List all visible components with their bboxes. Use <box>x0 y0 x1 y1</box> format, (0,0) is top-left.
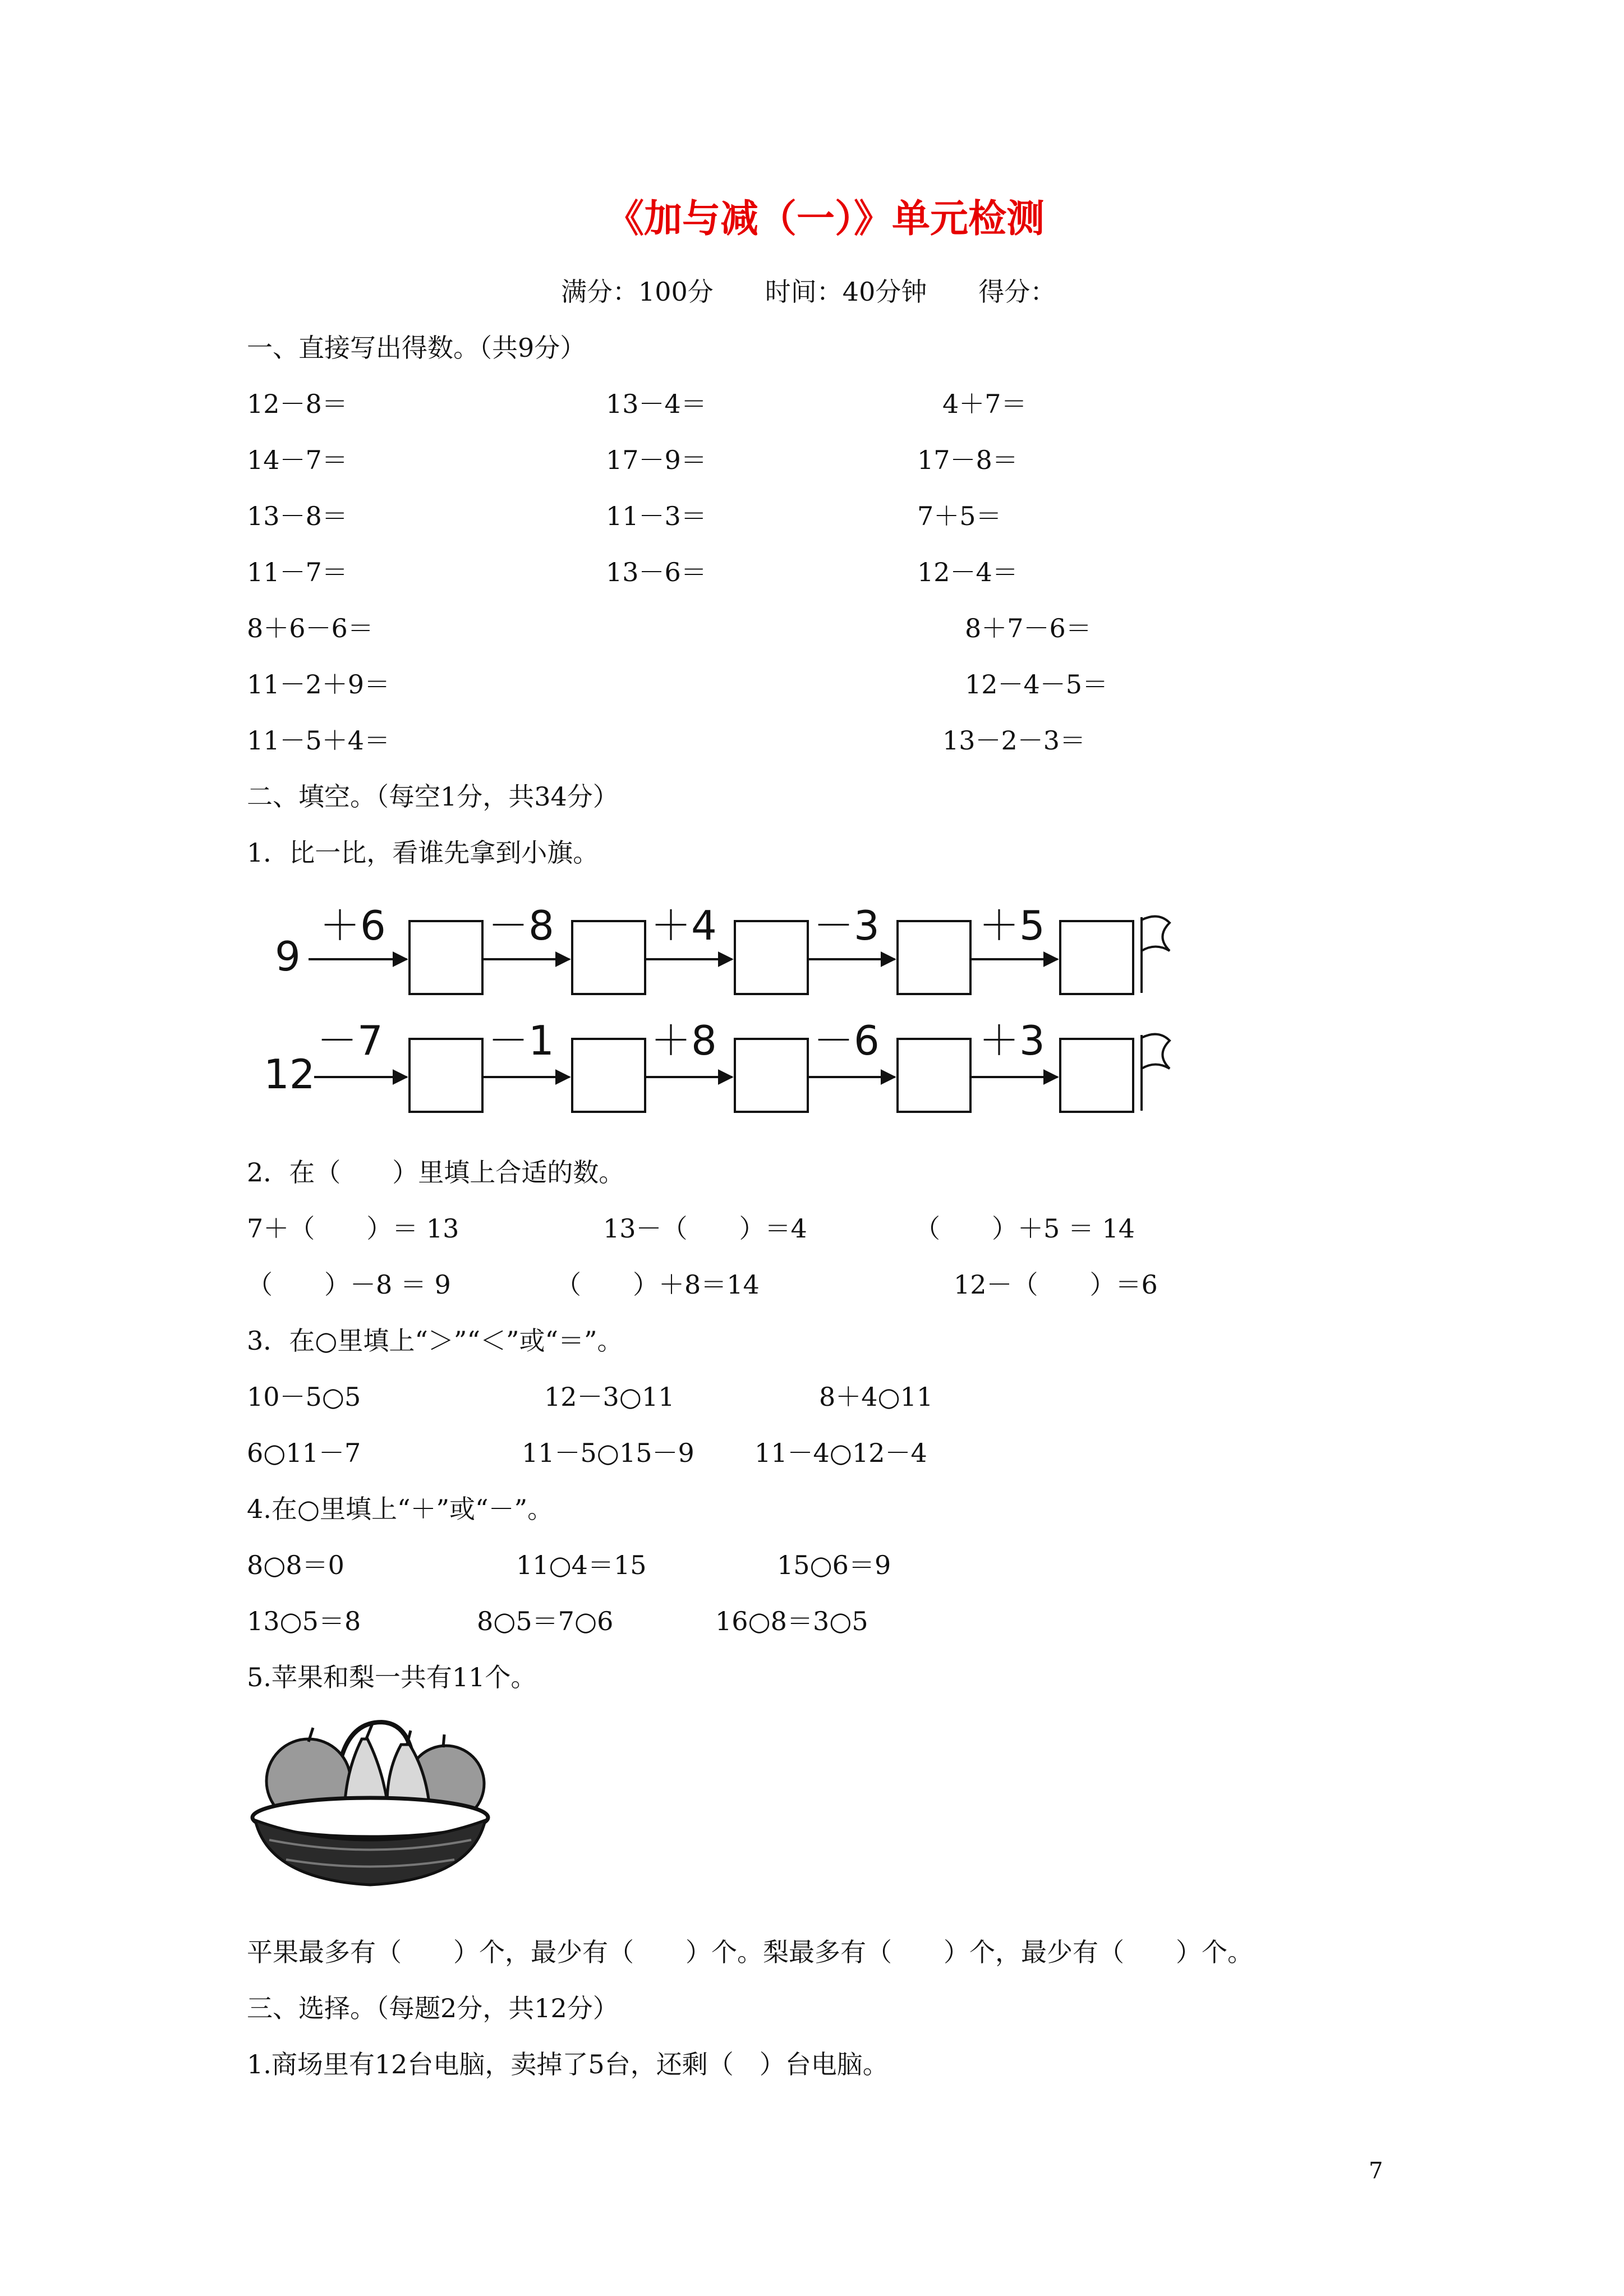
question-3: 3．在○里填上“＞”“＜”或“＝”。 <box>247 1326 623 1356</box>
question-5-answer: 平果最多有（ ）个，最少有（ ）个。梨最多有（ ）个，最少有（ ）个。 <box>247 1937 1253 1967</box>
section1-heading: 一、直接写出得数。（共9分） <box>247 333 586 363</box>
calc-item: 13－8＝ <box>247 501 348 531</box>
sign-item: 13○5＝8 <box>247 1606 361 1636</box>
compare-item: 10－5○5 <box>247 1382 361 1412</box>
answer-box[interactable] <box>898 921 970 994</box>
answer-box[interactable] <box>572 921 645 994</box>
answer-box[interactable] <box>410 921 482 994</box>
compare-item: 8＋4○11 <box>819 1382 933 1412</box>
compare-item: 11－4○12－4 <box>755 1438 927 1468</box>
question-2: 2．在（ ）里填上合适的数。 <box>247 1157 625 1188</box>
answer-box[interactable] <box>1060 921 1133 994</box>
calc-item: 13－6＝ <box>606 557 707 587</box>
sign-item: 8○8＝0 <box>247 1550 344 1580</box>
chain2-op: ＋8 <box>651 1017 717 1064</box>
answer-box[interactable] <box>1060 1039 1133 1112</box>
fill-item: 12－（ ）＝6 <box>954 1269 1158 1300</box>
chain1-op: ＋5 <box>979 902 1045 949</box>
flag-chain-figure <box>258 886 1200 1133</box>
fruit-basket-icon <box>247 1700 494 1890</box>
fill-item: （ ）＋5 ＝ 14 <box>914 1213 1135 1244</box>
chain2-start: 12 <box>264 1051 315 1098</box>
score-meta: 满分：100分 时间：40分钟 得分： <box>561 277 1056 307</box>
answer-box[interactable] <box>735 921 808 994</box>
calc-item: 12－4－5＝ <box>965 669 1108 700</box>
calc-item: 13－2－3＝ <box>942 725 1086 756</box>
choice-question-1: 1.商场里有12台电脑，卖掉了5台，还剩（ ）台电脑。 <box>247 2049 889 2079</box>
page-number: 7 <box>1369 2158 1383 2184</box>
answer-box[interactable] <box>898 1039 970 1112</box>
fill-item: （ ）－8 ＝ 9 <box>247 1269 451 1300</box>
answer-box[interactable] <box>410 1039 482 1112</box>
compare-item: 12－3○11 <box>544 1382 675 1412</box>
fill-item: 7＋（ ）＝ 13 <box>247 1213 459 1244</box>
sign-item: 8○5＝7○6 <box>477 1606 614 1636</box>
calc-item: 11－5＋4＝ <box>247 725 390 756</box>
calc-item: 8＋7－6＝ <box>965 613 1092 643</box>
calc-item: 7＋5＝ <box>917 501 1002 531</box>
question-4: 4.在○里填上“＋”或“－”。 <box>247 1494 554 1524</box>
calc-item: 8＋6－6＝ <box>247 613 374 643</box>
chain2-op: －6 <box>813 1017 880 1064</box>
question-5: 5.苹果和梨一共有11个。 <box>247 1662 537 1692</box>
chain2-op: －7 <box>317 1017 383 1064</box>
calc-item: 12－8＝ <box>247 389 348 419</box>
sign-item: 11○4＝15 <box>516 1550 647 1580</box>
chain1-op: ＋4 <box>651 902 717 949</box>
answer-box[interactable] <box>735 1039 808 1112</box>
sign-item: 15○6＝9 <box>777 1550 891 1580</box>
calc-item: 11－3＝ <box>606 501 707 531</box>
section2-heading: 二、填空。（每空1分，共34分） <box>247 781 619 812</box>
worksheet-title: 《加与减（一）》单元检测 <box>606 196 1045 241</box>
calc-item: 11－2＋9＝ <box>247 669 390 700</box>
calc-item: 17－8＝ <box>917 445 1018 475</box>
chain2-op: －1 <box>488 1017 554 1064</box>
section3-heading: 三、选择。（每题2分，共12分） <box>247 1993 619 2023</box>
question-1: 1．比一比，看谁先拿到小旗。 <box>247 838 599 868</box>
flag-icon <box>1142 1034 1170 1111</box>
compare-item: 6○11－7 <box>247 1438 361 1468</box>
flag-icon <box>1142 917 1170 993</box>
fill-item: （ ）＋8＝14 <box>555 1269 760 1300</box>
calc-item: 4＋7＝ <box>942 389 1027 419</box>
chain1-op: －3 <box>813 902 880 949</box>
answer-box[interactable] <box>572 1039 645 1112</box>
chain1-op: ＋6 <box>320 902 386 949</box>
sign-item: 16○8＝3○5 <box>715 1606 868 1636</box>
fill-item: 13－（ ）＝4 <box>603 1213 807 1244</box>
calc-item: 17－9＝ <box>606 445 707 475</box>
chain1-op: －8 <box>488 902 554 949</box>
calc-item: 11－7＝ <box>247 557 348 587</box>
chain1-start: 9 <box>275 933 301 980</box>
chain2-op: ＋3 <box>979 1017 1045 1064</box>
calc-item: 12－4＝ <box>917 557 1018 587</box>
calc-item: 14－7＝ <box>247 445 348 475</box>
calc-item: 13－4＝ <box>606 389 707 419</box>
compare-item: 11－5○15－9 <box>522 1438 694 1468</box>
